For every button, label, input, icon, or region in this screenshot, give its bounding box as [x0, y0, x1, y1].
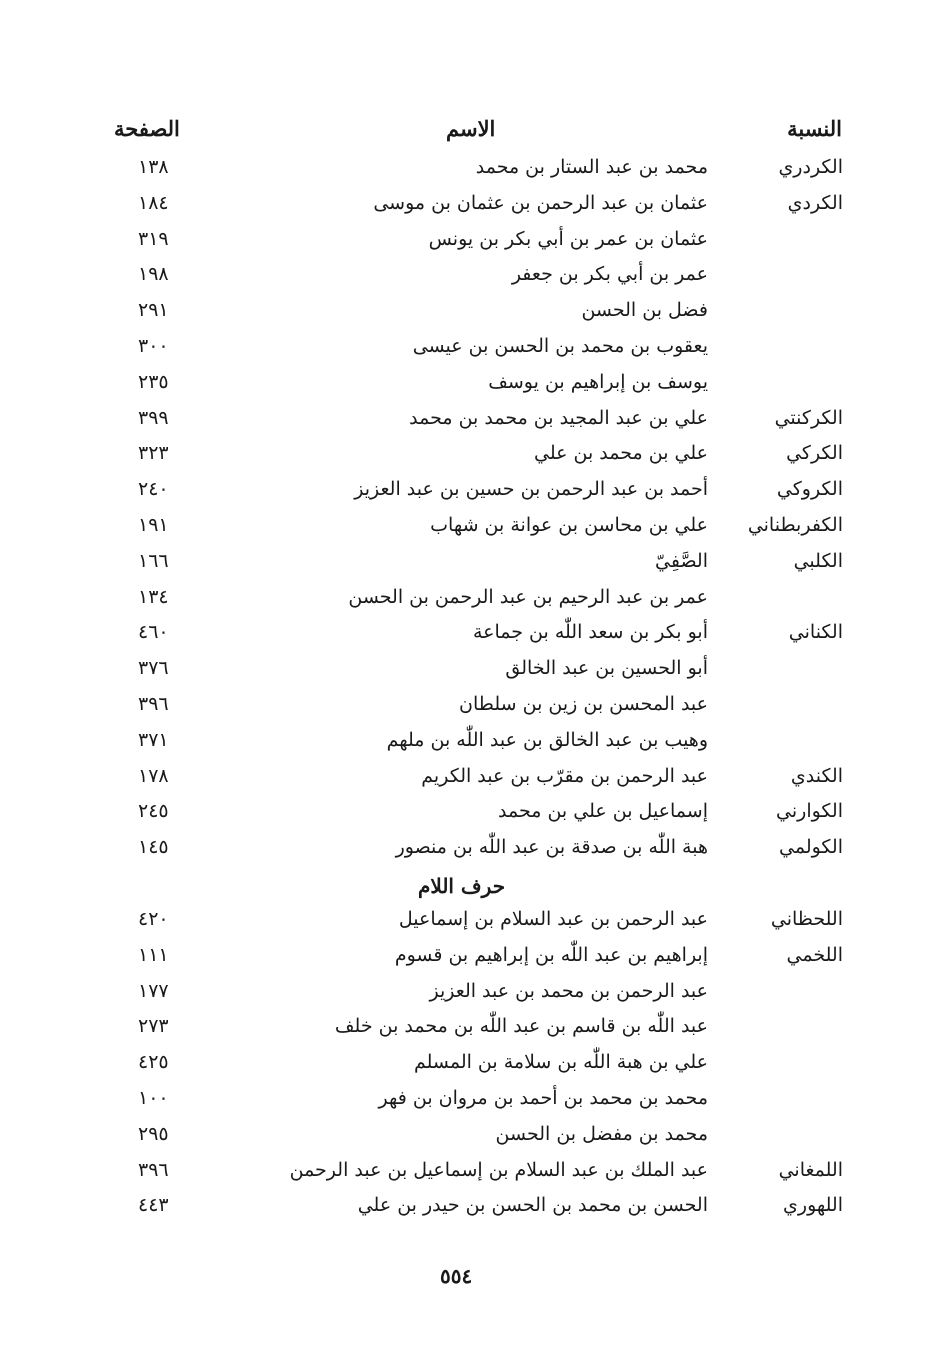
table-row: [0, 689, 940, 725]
row-name: علي بن هبة اللّٰه بن سلامة بن المسلم: [413, 1051, 708, 1074]
row-name: فضل بن الحسن: [581, 299, 708, 322]
row-page: ٢٤٠: [138, 478, 169, 501]
row-page: ٢٩٥: [138, 1122, 169, 1145]
row-page: ٤٢٥: [138, 1051, 169, 1074]
table-row: [0, 331, 940, 367]
row-name: عبد الرحمن بن مقرّب بن عبد الكريم: [421, 764, 708, 787]
row-page: ١٤٥: [138, 836, 169, 859]
row-page: ٣٧١: [138, 728, 169, 751]
table-row: [0, 1011, 940, 1047]
row-page: ١٩٨: [138, 263, 169, 286]
table-row: [0, 367, 940, 403]
table-row: [0, 1190, 940, 1226]
table-row: [0, 474, 940, 510]
row-page: ٣٩٦: [138, 1158, 169, 1181]
row-nisba: اللخمي: [786, 943, 843, 966]
row-name: الصَّفِيّ: [655, 549, 708, 572]
row-name: أحمد بن عبد الرحمن بن حسين بن عبد العزيز: [354, 478, 708, 501]
row-page: ١٠٠: [138, 1086, 169, 1109]
row-nisba: الكناني: [788, 621, 843, 644]
row-name: علي بن محمد بن علي: [534, 442, 708, 465]
row-name: محمد بن مفضل بن الحسن: [495, 1122, 708, 1145]
row-name: عمر بن عبد الرحيم بن عبد الرحمن بن الحسن: [348, 585, 708, 608]
row-page: ١٩١: [138, 513, 169, 536]
row-name: عثمان بن عبد الرحمن بن عثمان بن موسى: [373, 191, 708, 214]
table-row: [0, 259, 940, 295]
row-name: علي بن محاسن بن عوانة بن شهاب: [430, 513, 708, 536]
table-row: [0, 761, 940, 797]
row-nisba: اللحظاني: [770, 907, 843, 930]
row-name: يعقوب بن محمد بن الحسن بن عيسى: [412, 334, 708, 357]
table-row: [0, 904, 940, 940]
row-page: ٢٤٥: [138, 800, 169, 823]
row-nisba: الكركي: [786, 442, 843, 465]
row-name: هبة اللّٰه بن صدقة بن عبد اللّٰه بن منصور: [395, 836, 708, 859]
table-row: [0, 546, 940, 582]
row-page: ٣٢٣: [138, 442, 169, 465]
index-table: [0, 152, 940, 1226]
row-name: عبد الرحمن بن عبد السلام بن إسماعيل: [398, 907, 708, 930]
row-name: أبو بكر بن سعد اللّٰه بن جماعة: [472, 621, 708, 644]
row-page: ٣٧٦: [138, 657, 169, 680]
row-nisba: الكوارني: [776, 800, 843, 823]
row-nisba: الكولمي: [779, 836, 843, 859]
table-row: [0, 976, 940, 1012]
row-name: علي بن عبد المجيد بن محمد بن محمد: [409, 406, 708, 429]
table-row: [0, 1119, 940, 1155]
section-title: حرف اللام: [418, 873, 506, 898]
row-page: ٣١٩: [138, 227, 169, 250]
table-row: [0, 617, 940, 653]
row-page: ٣٩٦: [138, 692, 169, 715]
table-row: [0, 940, 940, 976]
row-name: عمر بن أبي بكر بن جعفر: [511, 263, 708, 286]
row-nisba: اللهوري: [783, 1194, 843, 1217]
row-name: عبد الرحمن بن محمد بن عبد العزيز: [429, 979, 708, 1002]
row-name: عبد الملك بن عبد السلام بن إسماعيل بن عبد الرحمن: [289, 1158, 708, 1181]
table-row: [0, 582, 940, 618]
table-row: [0, 1047, 940, 1083]
row-name: عبد اللّٰه بن قاسم بن عبد اللّٰه بن محمد بن خلف: [334, 1015, 708, 1038]
row-name: يوسف بن إبراهيم بن يوسف: [488, 370, 708, 393]
row-page: ١٦٦: [138, 549, 169, 572]
row-name: إبراهيم بن عبد اللّٰه بن إبراهيم بن قسوم: [394, 943, 708, 966]
table-row: [0, 152, 940, 188]
table-row: [0, 188, 940, 224]
row-page: ١١١: [138, 943, 169, 966]
table-row: [0, 224, 940, 260]
row-page: ٤٦٠: [138, 621, 169, 644]
row-page: ٢٧٣: [138, 1015, 169, 1038]
row-page: ٤٤٣: [138, 1194, 169, 1217]
header-page: الصفحة: [114, 116, 180, 141]
row-page: ٢٣٥: [138, 370, 169, 393]
row-page: ٣٠٠: [138, 334, 169, 357]
row-name: محمد بن عبد الستار بن محمد: [475, 156, 708, 178]
header-name: الاسم: [446, 116, 496, 141]
table-row: [0, 796, 940, 832]
row-nisba: اللمغاني: [778, 1158, 843, 1181]
rows-group-kaf: [0, 152, 940, 868]
row-page: ٣٩٩: [138, 406, 169, 429]
table-row: [0, 725, 940, 761]
table-row: [0, 403, 940, 439]
row-page: ٤٢٠: [138, 907, 169, 930]
row-page: ١٣٤: [138, 585, 169, 608]
page-number: ٥٥٤: [440, 1264, 473, 1288]
row-nisba: الكروكي: [776, 478, 843, 501]
table-row: [0, 1155, 940, 1191]
table-row: [0, 653, 940, 689]
row-nisba: الكلبي: [793, 549, 843, 572]
table-row: [0, 438, 940, 474]
row-page: ٢٩١: [138, 299, 169, 322]
row-name: محمد بن محمد بن أحمد بن مروان بن فهر: [378, 1086, 708, 1109]
table-row: [0, 832, 940, 868]
row-nisba: الكردري: [778, 156, 843, 178]
row-name: إسماعيل بن علي بن محمد: [498, 800, 708, 823]
row-page: ١٣٨: [138, 156, 169, 178]
row-nisba: الكركنتي: [774, 406, 843, 429]
header-nisba: النسبة: [787, 116, 842, 141]
section-heading: [0, 868, 940, 904]
row-page: ١٧٧: [138, 979, 169, 1002]
row-page: ١٧٨: [138, 764, 169, 787]
row-nisba: الكفربطناني: [747, 513, 843, 536]
table-row: [0, 295, 940, 331]
row-name: عبد المحسن بن زين بن سلطان: [459, 692, 708, 715]
table-row: [0, 1083, 940, 1119]
table-row: [0, 510, 940, 546]
row-name: وهيب بن عبد الخالق بن عبد اللّٰه بن ملهم: [386, 728, 708, 751]
table-header: [0, 116, 940, 148]
row-page: ١٨٤: [138, 191, 169, 214]
row-nisba: الكندي: [790, 764, 843, 787]
rows-group-lam: [0, 904, 940, 1226]
row-name: الحسن بن محمد بن الحسن بن حيدر بن علي: [357, 1194, 708, 1217]
row-name: أبو الحسين بن عبد الخالق: [505, 657, 708, 680]
row-name: عثمان بن عمر بن أبي بكر بن يونس: [428, 227, 708, 250]
row-nisba: الكردي: [787, 191, 843, 214]
